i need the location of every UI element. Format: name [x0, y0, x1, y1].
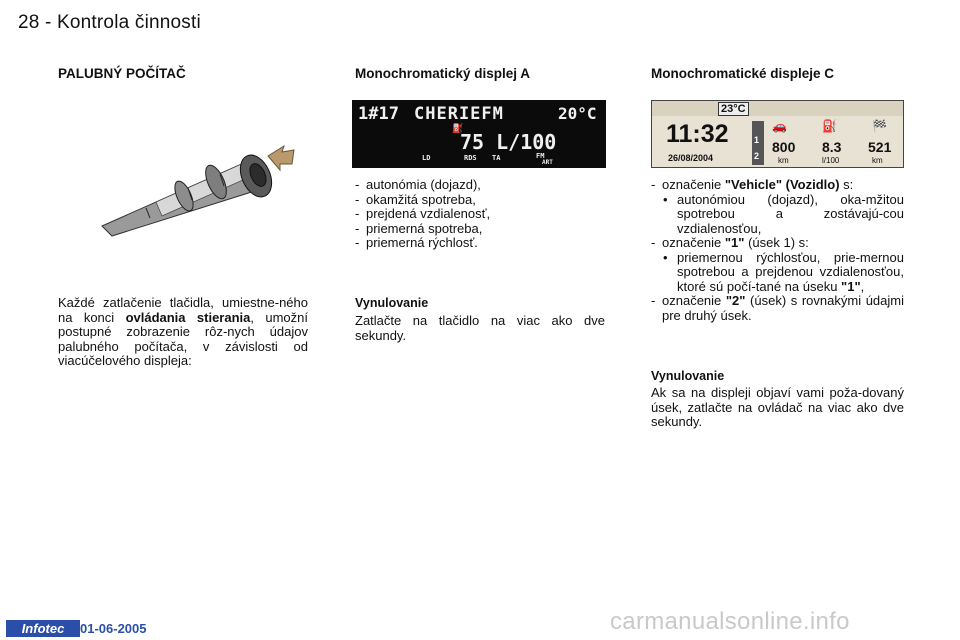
- display-c-side-digit-1: 1: [754, 135, 760, 145]
- reset-text-c: Ak sa na displeji objaví vami poža-dovaný úsek, zatlačte na ovládač na viac ako dve sekundy.: [651, 385, 904, 429]
- list-item: - prejdená vzdialenosť,: [355, 207, 605, 222]
- display-a-image: [352, 100, 606, 168]
- list-item: - autonómia (dojazd),: [355, 178, 605, 193]
- car-icon: 🚗: [772, 119, 787, 133]
- display-c-unit-3: km: [872, 156, 883, 165]
- display-c-side-digit-2: 2: [754, 151, 760, 161]
- section-heading-display-a: Monochromatický displej A: [355, 66, 531, 81]
- display-c-top-bar: [652, 101, 903, 116]
- list-item: - okamžitá spotreba,: [355, 193, 605, 208]
- onboard-computer-description: Každé zatlačenie tlačidla, umiestne-ného na konci ovládania stierania, umožní postupné zobrazenie rôz-nych údajov palubného počítača, v závislosti od viacúčelového displeja:: [58, 295, 308, 368]
- section-1-item: - označenie "1" (úsek 1) s:: [651, 235, 809, 250]
- display-a-label-art: ART: [542, 159, 553, 166]
- display-c-image: [651, 100, 904, 168]
- display-c-value-2: 8.3: [822, 139, 842, 155]
- display-a-label-ta: TA: [492, 154, 501, 162]
- footer-date: 01-06-2005: [80, 621, 147, 636]
- wiper-stalk-illustration: [96, 128, 296, 238]
- display-c-description: [651, 178, 904, 323]
- display-a-station: CHERIEFM: [414, 104, 504, 124]
- display-a-label-fm: FM: [536, 152, 545, 160]
- reset-heading-c: Vynulovanie: [651, 369, 725, 383]
- vehicle-bullet: • autonómiou (dojazd), oka-mžitou spotrebou a zostávajú-cou vzdialenosťou,: [651, 193, 904, 237]
- section-2-item: - označenie "2" (úsek) s rovnakými údajmi pre druhý úsek.: [651, 293, 904, 323]
- section-heading-display-c: Monochromatické displeje C: [651, 66, 835, 81]
- reset-heading-a: Vynulovanie: [355, 296, 429, 310]
- display-a-consumption: 75 L/100: [460, 130, 557, 154]
- display-a-temperature: 20°C: [558, 104, 597, 123]
- list-item: - priemerná spotreba,: [355, 222, 605, 237]
- infotec-logo: Infotec: [6, 620, 80, 637]
- display-c-time: 11:32: [666, 120, 729, 148]
- display-c-temperature: 23°C: [718, 102, 749, 116]
- fuel-pump-icon: ⛽: [452, 124, 464, 134]
- watermark-text: carmanualsonline.info: [610, 608, 850, 635]
- display-c-unit-2: l/100: [822, 156, 840, 165]
- reset-text-a: Zatlačte na tlačidlo na viac ako dve sekundy.: [355, 313, 605, 343]
- page-title: 28 - Kontrola činnosti: [18, 12, 201, 33]
- display-a-items-list: [355, 178, 605, 251]
- display-c-value-3: 521: [868, 139, 892, 155]
- vehicle-item: - označenie "Vehicle" (Vozidlo) s:: [651, 177, 854, 192]
- display-a-label-ld: LD: [422, 154, 431, 162]
- section-heading-onboard-computer: PALUBNÝ POČÍTAČ: [58, 66, 186, 81]
- display-a-label-rds: RDS: [464, 154, 477, 162]
- section-1-bullet: • priemernou rýchlosťou, prie-mernou spotrebou a prejdenou vzdialenosťou, ktoré sú počí-tané na úseku "1",: [651, 251, 904, 295]
- display-c-date: 26/08/2004: [668, 153, 714, 163]
- display-a-top-left: 1#17: [358, 104, 399, 124]
- chequered-flag-icon: 🏁: [872, 119, 887, 133]
- fuel-icon: ⛽: [822, 119, 837, 133]
- display-c-value-1: 800: [772, 139, 796, 155]
- list-item: - priemerná rýchlosť.: [355, 236, 605, 251]
- display-c-unit-1: km: [778, 156, 789, 165]
